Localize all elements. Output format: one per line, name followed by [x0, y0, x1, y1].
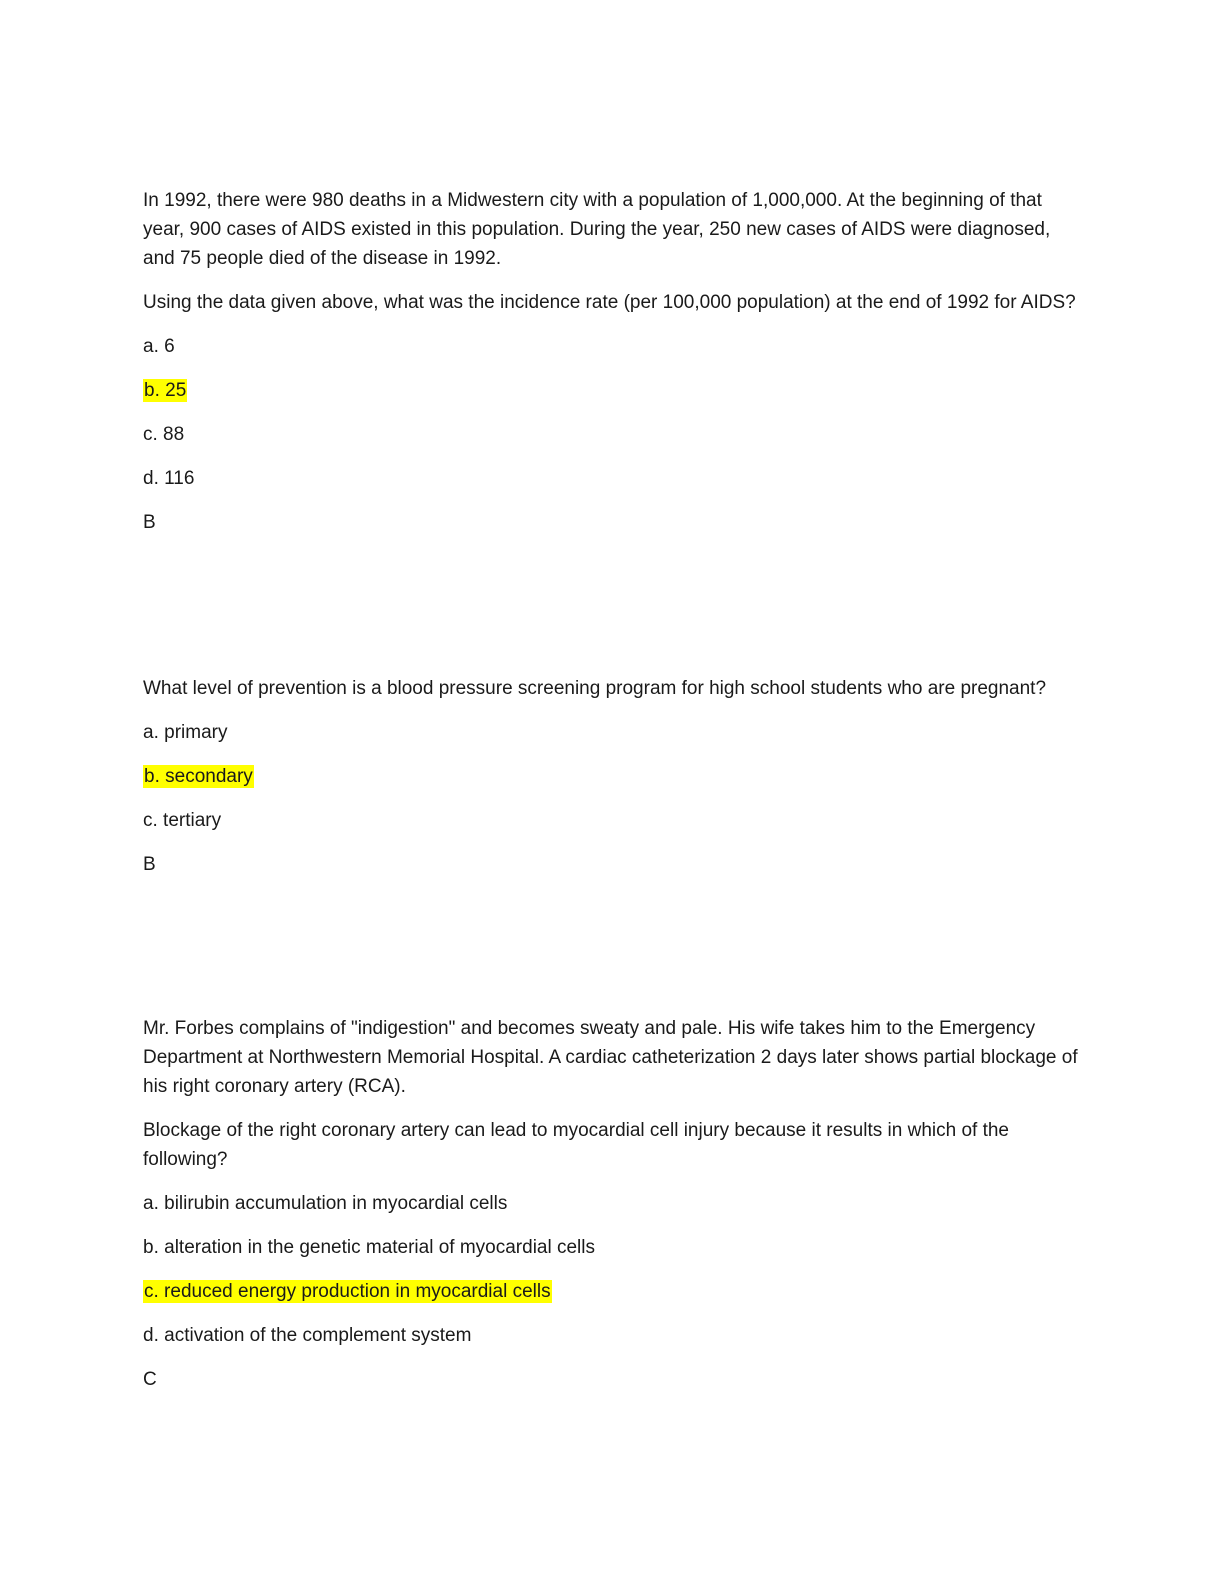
option-c [143, 806, 1083, 835]
option-d [143, 1321, 1083, 1350]
option-a [143, 332, 1083, 361]
option-text: a. primary [143, 722, 228, 743]
option-text: d. 116 [143, 468, 195, 489]
question-stem: In 1992, there were 980 deaths in a Midwestern city with a population of 1,000,000. At the beginning of that year, 900 cases of AIDS existed in this population. During the year, 250 new cases of AIDS were diagnosed, and 75 people died of the disease in 1992. [143, 190, 1051, 269]
option-c-highlighted [143, 1277, 1083, 1306]
option-text: a. 6 [143, 336, 175, 357]
answer-key: C [143, 1369, 157, 1390]
option-text: a. bilirubin accumulation in myocardial cells [143, 1193, 508, 1214]
option-text: b. secondary [144, 766, 253, 787]
option-a [143, 1189, 1083, 1218]
answer-key: B [143, 854, 156, 875]
option-text: d. activation of the complement system [143, 1325, 472, 1346]
answer-key: B [143, 512, 156, 533]
option-text: b. 25 [144, 380, 187, 401]
option-text: c. 88 [143, 424, 185, 445]
option-b-highlighted [143, 762, 1083, 791]
question-stem: Mr. Forbes complains of "indigestion" and becomes sweaty and pale. His wife takes him to the Emergency Department at Northwestern Memorial Hospital. A cardiac catheterization 2 days later shows partial blockage of his right coronary artery (RCA). [143, 1018, 1078, 1097]
option-text: c. reduced energy production in myocardial cells [144, 1281, 551, 1302]
question-2 [143, 674, 1083, 879]
option-d [143, 464, 1083, 493]
option-text: b. alteration in the genetic material of myocardial cells [143, 1237, 596, 1258]
option-b-highlighted [143, 376, 1083, 405]
option-text: c. tertiary [143, 810, 222, 831]
question-1 [143, 186, 1083, 537]
question-prompt: Using the data given above, what was the incidence rate (per 100,000 population) at the end of 1992 for AIDS? [143, 292, 1076, 313]
question-prompt: Blockage of the right coronary artery can lead to myocardial cell injury because it results in which of the following? [143, 1120, 1009, 1170]
option-c [143, 420, 1083, 449]
question-prompt: What level of prevention is a blood pressure screening program for high school students who are pregnant? [143, 678, 1047, 699]
option-b [143, 1233, 1083, 1262]
question-3 [143, 1014, 1083, 1394]
option-a [143, 718, 1083, 747]
